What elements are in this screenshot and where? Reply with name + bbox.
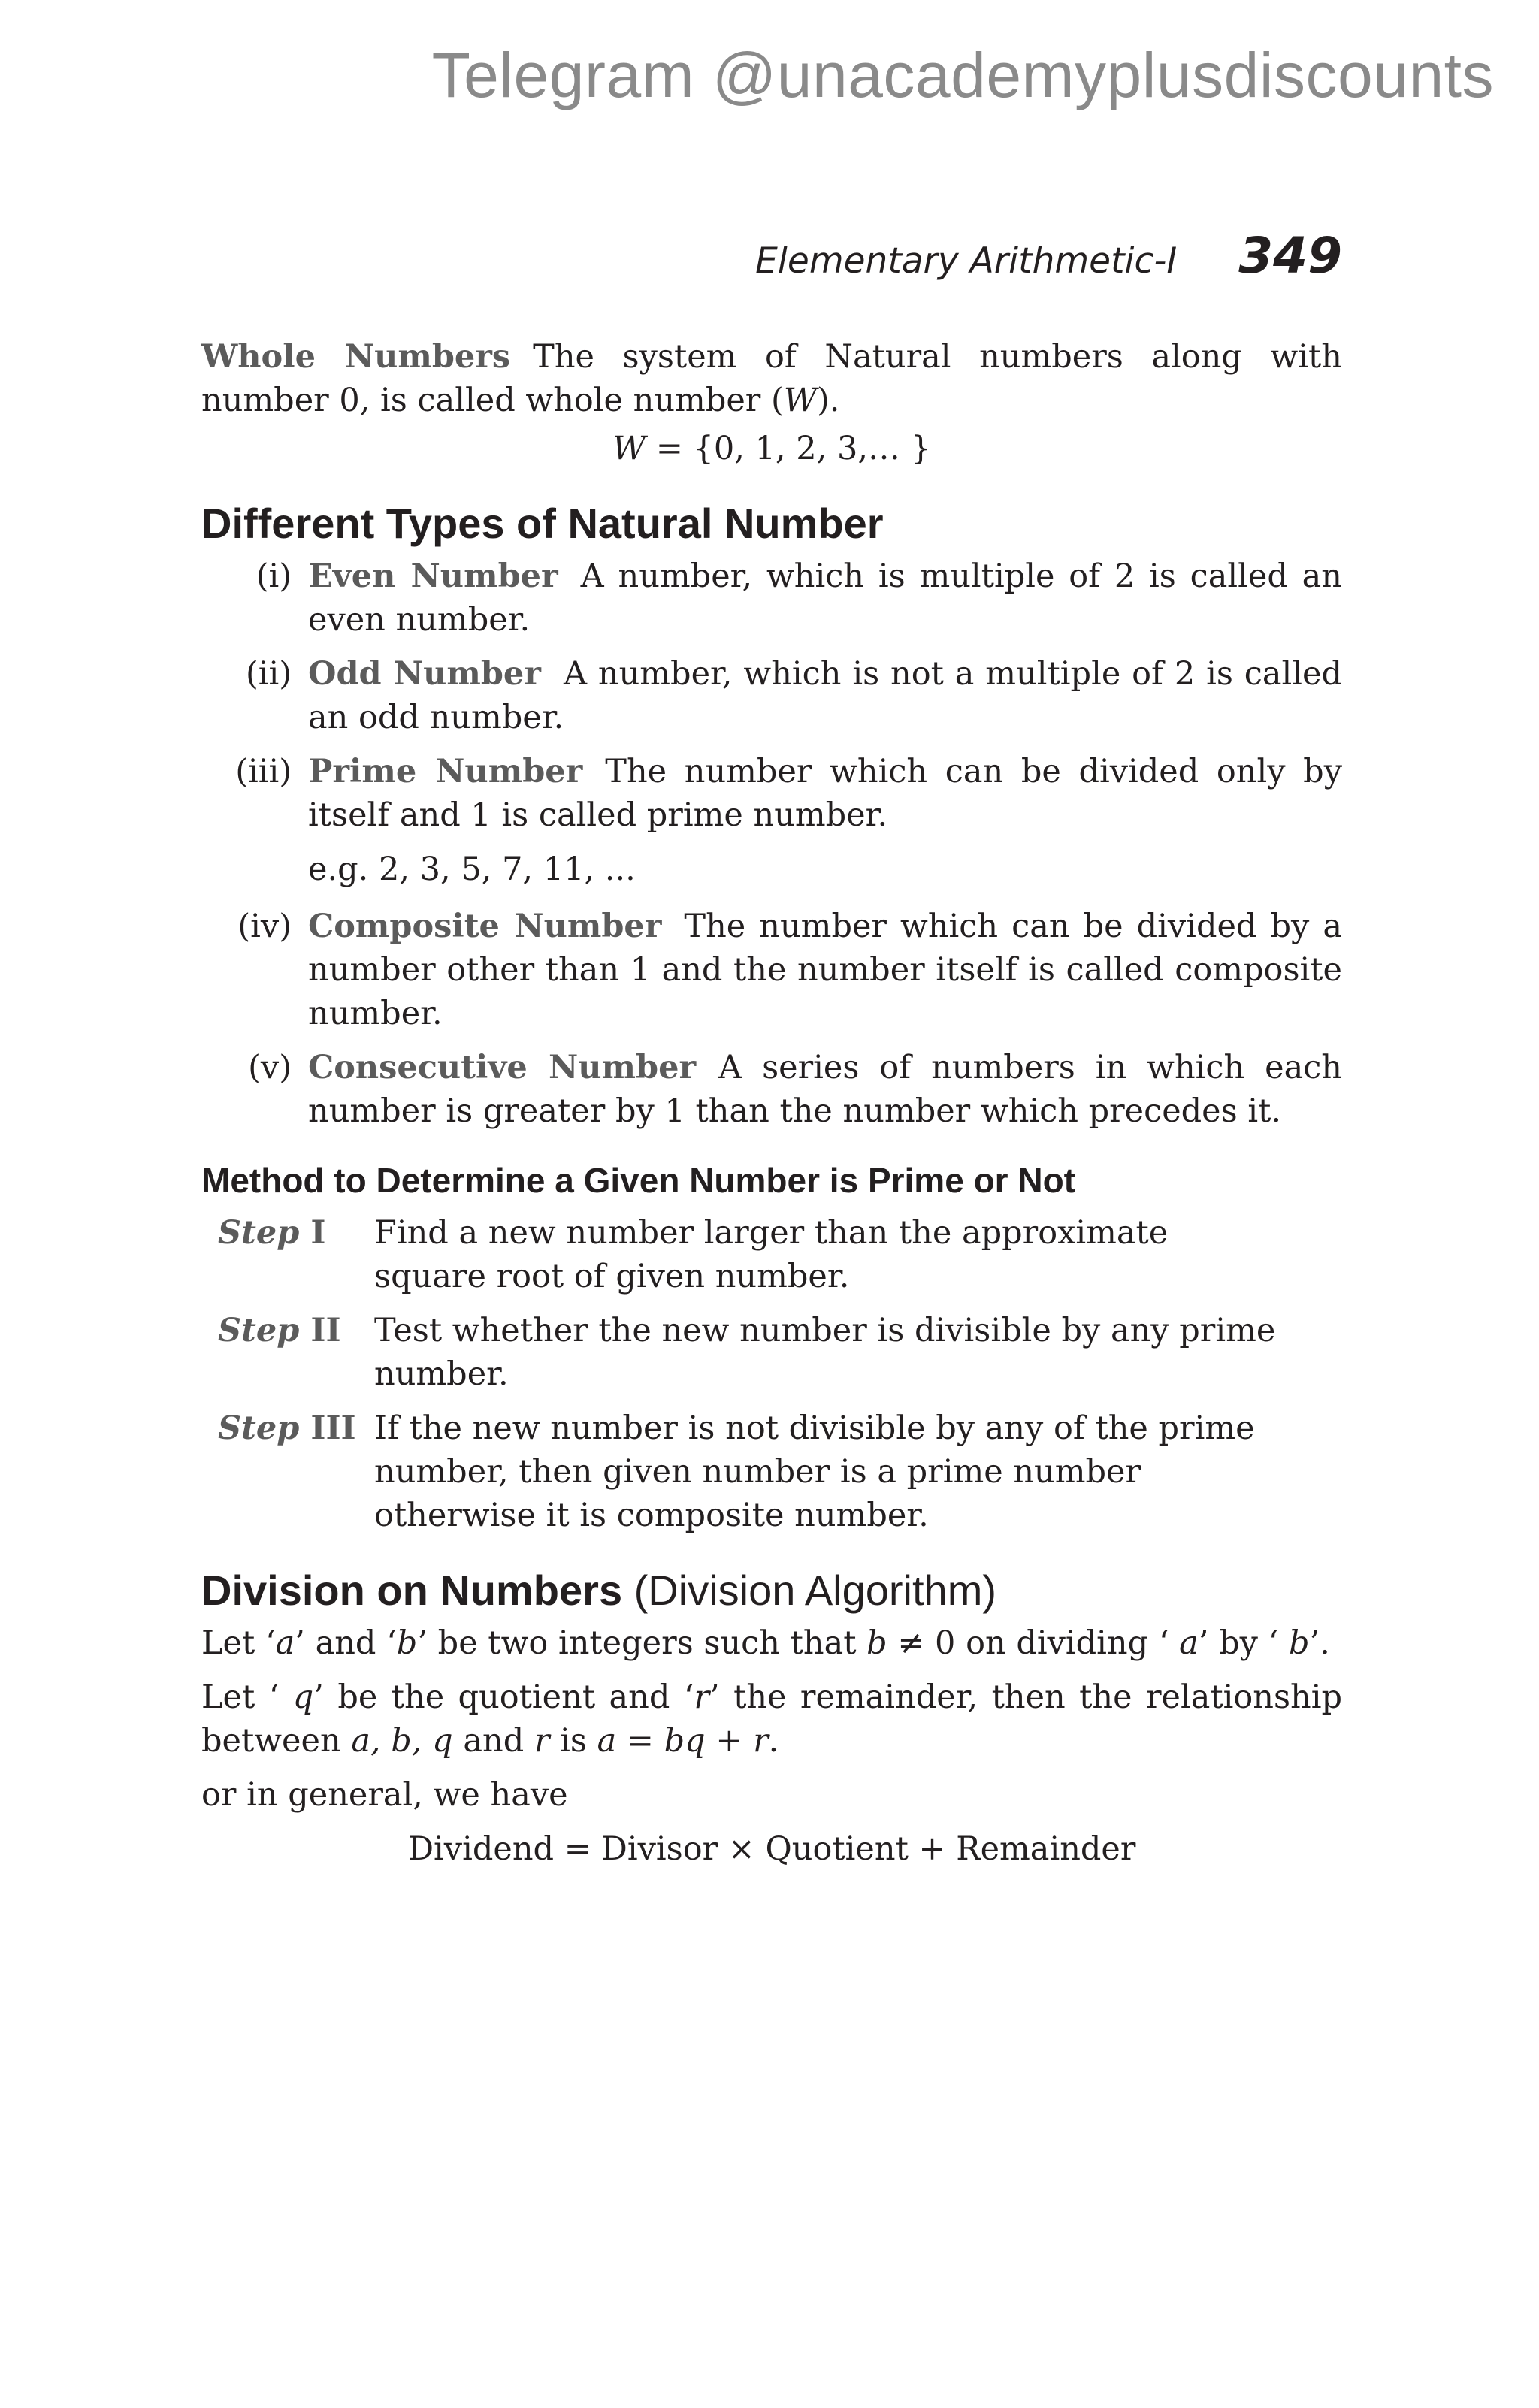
set-lhs: W <box>612 430 646 467</box>
item-number: (v) <box>248 1049 292 1086</box>
types-list <box>201 554 1342 837</box>
method-heading: Method to Determine a Given Number is Prime or Not <box>201 1161 1075 1200</box>
text-run: Let ‘ <box>201 1678 293 1716</box>
math-var: b <box>1288 1624 1310 1662</box>
step-word: Step <box>218 1312 300 1349</box>
item-text: The number which can be divided only by itself and 1 is called prime number. <box>308 753 1343 834</box>
math-var: a <box>597 1722 617 1760</box>
whole-numbers-set <box>201 427 1342 470</box>
running-head <box>755 227 1342 285</box>
list-item <box>201 554 1342 642</box>
whole-numbers-text: The system of Natural numbers along with number 0, is called whole number ( <box>201 338 1342 419</box>
step-roman: I <box>310 1214 326 1252</box>
text-run: ’ the remainder, then the relationship between <box>201 1678 1342 1760</box>
math-var: q <box>292 1678 314 1716</box>
step-row <box>218 1406 1285 1537</box>
list-item <box>201 652 1342 739</box>
whole-numbers-symbol: W <box>783 382 818 419</box>
math-var: bq <box>664 1722 706 1760</box>
text-run: = <box>616 1722 664 1760</box>
division-general: or in general, we have <box>201 1776 568 1814</box>
step-roman: II <box>310 1312 341 1349</box>
text-run: ’ be two integers such that <box>417 1624 867 1662</box>
math-var: b <box>396 1624 418 1662</box>
item-number: (iii) <box>235 753 292 790</box>
item-term: Consecutive Number <box>308 1049 697 1086</box>
item-text: A number, which is multiple of 2 is called an even number. <box>308 557 1343 639</box>
page-number: 349 <box>1238 227 1342 285</box>
item-number: (i) <box>255 557 292 595</box>
division-heading-paren: (Division Algorithm) <box>633 1567 996 1614</box>
text-run: . <box>768 1722 779 1760</box>
division-heading-main: Division on Numbers <box>201 1567 623 1614</box>
division-line-1 <box>201 1621 1342 1665</box>
item-term: Even Number <box>308 557 558 595</box>
page-content <box>201 335 1342 1871</box>
math-var: r <box>753 1722 769 1760</box>
list-item <box>201 905 1342 1035</box>
math-var: b <box>866 1624 887 1662</box>
item-number: (ii) <box>245 655 292 693</box>
item-term: Composite Number <box>308 908 662 945</box>
step-text: Test whether the new number is divisible by any prime number. <box>374 1312 1276 1393</box>
item-text: A number, which is not a multiple of 2 is called an odd number. <box>308 655 1342 736</box>
item-body <box>308 750 1342 837</box>
whole-numbers-text-end: ). <box>817 382 840 419</box>
division-line-2 <box>201 1675 1342 1763</box>
item-body <box>308 1046 1342 1133</box>
math-var: a <box>275 1624 295 1662</box>
math-var: r <box>694 1678 709 1716</box>
item-number: (iv) <box>237 908 292 945</box>
step-label <box>218 1309 374 1396</box>
item-body <box>308 554 1342 642</box>
step-label <box>218 1406 374 1537</box>
item-term: Odd Number <box>308 655 541 693</box>
math-var: a <box>1179 1624 1199 1662</box>
item-text: A series of numbers in which each number is greater by 1 than the number which precedes it. <box>308 1049 1342 1130</box>
types-list-continued <box>201 905 1342 1133</box>
running-title: Elementary Arithmetic-I <box>755 240 1178 282</box>
step-text: Find a new number larger than the approximate square root of given number. <box>374 1214 1169 1295</box>
step-label <box>218 1211 374 1298</box>
division-heading <box>201 1564 1342 1617</box>
item-text: The number which can be divided by a number other than 1 and the number itself is called composite number. <box>308 908 1342 1032</box>
text-run: ’ by ‘ <box>1198 1624 1289 1662</box>
list-item <box>201 1046 1342 1133</box>
whole-numbers-paragraph <box>201 335 1342 422</box>
text-run: Let ‘ <box>201 1624 276 1662</box>
watermark: Telegram @unacademyplusdiscounts <box>431 40 1494 110</box>
text-run: and <box>452 1722 534 1760</box>
step-word: Step <box>218 1214 300 1252</box>
whole-numbers-term: Whole Numbers <box>201 338 511 376</box>
set-rhs: = {0, 1, 2, 3,… } <box>655 430 932 467</box>
item-body <box>308 905 1342 1035</box>
method-steps <box>218 1211 1285 1537</box>
list-item <box>201 750 1342 837</box>
text-run: is <box>549 1722 597 1760</box>
text-run: + <box>705 1722 754 1760</box>
step-text: If the new number is not divisible by any of the prime number, then given number is a prime number otherwise it is composite number. <box>374 1409 1255 1534</box>
math-var: r <box>534 1722 550 1760</box>
division-formula: Dividend = Divisor × Quotient + Remainder <box>407 1830 1136 1868</box>
step-row <box>218 1211 1285 1298</box>
types-heading: Different Types of Natural Number <box>201 500 884 547</box>
math-var: a, b, q <box>351 1722 453 1760</box>
item-body <box>308 652 1342 739</box>
text-run: ’. <box>1309 1624 1330 1662</box>
step-roman: III <box>310 1409 356 1447</box>
step-row <box>218 1309 1285 1396</box>
text-run: ’ be the quotient and ‘ <box>313 1678 694 1716</box>
text-run: ≠ 0 on dividing ‘ <box>887 1624 1180 1662</box>
item-term: Prime Number <box>308 753 583 790</box>
text-run: ’ and ‘ <box>295 1624 397 1662</box>
prime-example: e.g. 2, 3, 5, 7, 11, ... <box>308 851 636 888</box>
step-word: Step <box>218 1409 300 1447</box>
